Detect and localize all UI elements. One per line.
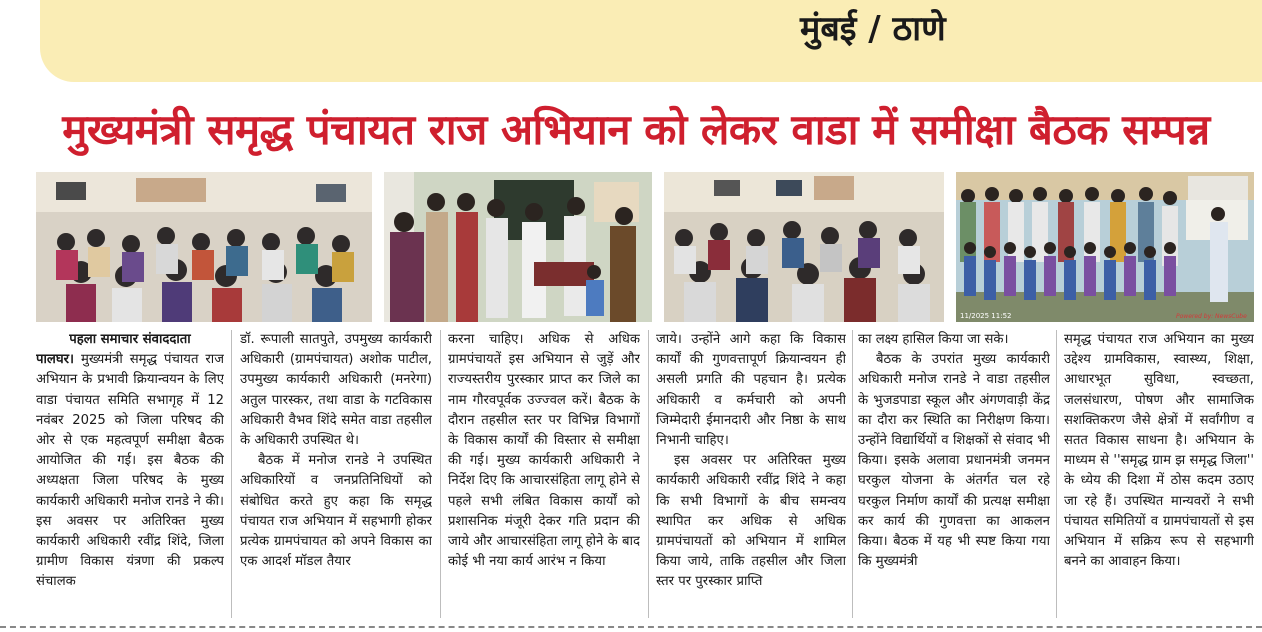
- article-paragraph: समृद्ध पंचायत राज अभियान का मुख्य उद्देश्य ग्रामविकास, स्वास्थ्य, शिक्षा, आधारभूत सुविधा, स्वच्छता, जलसंधारण, पोषण और सामाजिक सशक्तिकरण जैसे क्षेत्रों में सर्वांगीण व सतत विकास साधना है। अभियान के माध्यम से ''समृद्ध ग्राम झ समृद्ध जिला'' के ध्येय की दिशा में ठोस कदम उठाए जा रहे हैं। उपस्थित मान्यवरों ने सभी पंचायत समितियों व ग्रामपंचायतों से इस अभियान में सक्रिय रूप से सहभागी बनने का आवाहन किया।: [1064, 332, 1254, 570]
- page-bottom-border: [0, 626, 1262, 628]
- article-paragraph: इस अवसर पर अतिरिक्त मुख्य कार्यकारी अधिकारी रवींद्र शिंदे ने कहा कि सभी विभागों के बीच समन्वय स्थापित कर अधिक से अधिक ग्रामपंचायतों को अभियान में शामिल किया जाये, ताकि तहसील और जिला स्तर पर पुरस्कार प्राप्ति: [656, 453, 846, 590]
- column-divider: [440, 330, 441, 618]
- officials-visit-photo: [384, 172, 652, 322]
- column-divider: [231, 330, 232, 618]
- photo-timestamp: 11/2025 11:52: [960, 312, 1012, 320]
- article-paragraph: बैठक के उपरांत मुख्य कार्यकारी अधिकारी मनोज रानडे ने वाडा तहसील के भुजडपाडा स्कूल और अंगणवाड़ी केंद्र का दौरा कर स्थिति का निरीक्षण किया। उन्होंने विद्यार्थियों व शिक्षकों से संवाद भी किया। इसके अलावा प्रधानमंत्री जनमन घरकुल योजना के अंतर्गत चल रहे घरकुल निर्माण कार्यों की प्रत्यक्ष समीक्षा कर कार्य की गुणवत्ता का आकलन किया। बैठक में यह भी स्पष्ट किया गया कि मुख्यमंत्री: [858, 352, 1050, 570]
- article-paragraph: [36, 350, 224, 592]
- article-paragraph: करना चाहिए। अधिक से अधिक ग्रामपंचायतें इस अभियान से जुड़ें और राज्यस्तरीय पुरस्कार प्राप्त कर जिले का नाम गौरवपूर्वक उज्ज्वल करें। बैठक के दौरान तहसील स्तर पर विभिन्न विभागों के विकास कार्यों की विस्तार से समीक्षा की गई। मुख्य कार्यकारी अधिकारी ने निर्देश दिए कि आचारसंहिता लागू होने से पहले सभी लंबित विकास कार्यों को प्रशासनिक मंजूरी देकर गति प्रदान की जाये और आचारसंहिता लागू होने के बाद कोई भी नया कार्य आरंभ न किया: [448, 332, 640, 570]
- article-column-2: [240, 330, 432, 622]
- article-paragraph: का लक्ष्य हासिल किया जा सके।: [858, 332, 1009, 347]
- article-column-1: [36, 330, 224, 622]
- meeting-hall-photo: [36, 172, 372, 322]
- officials-visit-image: [384, 172, 652, 322]
- school-children-group-photo: [956, 172, 1254, 322]
- column-divider: [852, 330, 853, 618]
- article-column-4: [656, 330, 846, 622]
- audience-image: [664, 172, 944, 322]
- article-paragraph: जाये। उन्होंने आगे कहा कि विकास कार्यों की गुणवत्तापूर्ण क्रियान्वयन ही असली प्रगति की पहचान है। प्रत्येक अधिकारी व कर्मचारी को अपनी जिम्मेदारी ईमानदारी और निष्ठा के साथ निभानी चाहिए।: [656, 332, 846, 449]
- article-dateline: पालघर।: [36, 352, 75, 368]
- photo-watermark: Powered by: NewsCube: [1176, 313, 1247, 320]
- article-text: मुख्यमंत्री समृद्ध पंचायत राज अभियान के प्रभावी क्रियान्वयन के लिए वाडा पंचायत समिति सभागृह में 12 नवंबर 2025 को जिला परिषद की ओर से एक महत्वपूर्ण समीक्षा बैठक आयोजित की गई। इस बैठक की अध्यक्षता जिला परिषद के मुख्य कार्यकारी अधिकारी मनोज रानडे ने की। इस अवसर पर अतिरिक्त मुख्य कार्यकारी अधिकारी रवींद्र शिंदे, जिला ग्रामीण विकास यंत्रणा की प्रकल्प संचालक: [36, 352, 224, 590]
- column-divider: [1056, 330, 1057, 618]
- article-column-3: [448, 330, 640, 622]
- section-banner: [40, 0, 1262, 82]
- article-column-5: [858, 330, 1050, 622]
- school-children-image: [956, 172, 1254, 322]
- column-divider: [648, 330, 649, 618]
- article-headline: मुख्यमंत्री समृद्ध पंचायत राज अभियान को लेकर वाडा में समीक्षा बैठक सम्पन्न: [62, 105, 1210, 154]
- audience-photo: [664, 172, 944, 322]
- article-byline: पहला समाचार संवाददाता: [69, 332, 191, 347]
- meeting-hall-image: [36, 172, 372, 322]
- section-title: मुंबई / ठाणे: [800, 9, 946, 49]
- article-paragraph: डॉ. रूपाली सातपुते, उपमुख्य कार्यकारी अधिकारी (ग्रामपंचायत) अशोक पाटील, उपमुख्य कार्यकारी अधिकारी (मनरेगा) अतुल पारस्कर, तथा वाडा के गटविकास अधिकारी वैभव शिंदे समेत वाडा तहसील के अधिकारी उपस्थित थे।: [240, 332, 432, 449]
- article-paragraph: बैठक में मनोज रानडे ने उपस्थित अधिकारियों व जनप्रतिनिधियों को संबोधित करते हुए कहा कि समृद्ध पंचायत राज अभियान में सहभागी होकर प्रत्येक ग्रामपंचायत को अपने विकास का एक आदर्श मॉडल तैयार: [240, 453, 432, 570]
- article-column-6: [1064, 330, 1254, 622]
